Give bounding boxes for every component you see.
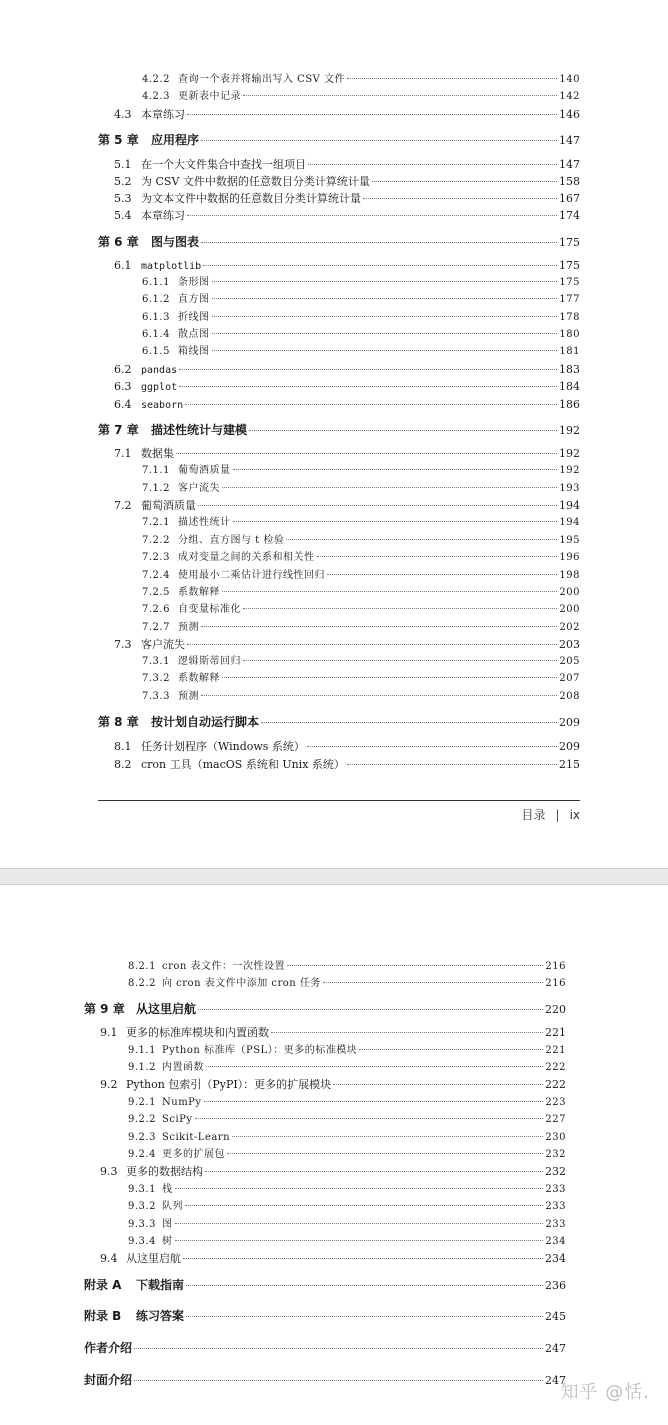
entry-number: 7.2.6 <box>142 604 170 615</box>
toc1-entry[interactable] <box>142 481 580 497</box>
entry-title: 客户流失 <box>141 638 185 651</box>
entry-page-number: 200 <box>559 604 580 615</box>
entry-number: 8.1 <box>114 740 132 753</box>
entry-number: 第 6 章 <box>98 235 139 249</box>
entry-page-number: 247 <box>545 1342 566 1355</box>
entry-title: 直方图 <box>178 294 210 305</box>
footer-rule <box>98 800 580 801</box>
entry-number: 6.1.2 <box>142 294 170 305</box>
dot-leader <box>287 965 543 966</box>
entry-title: 系数解释 <box>178 587 220 598</box>
entry-page-number: 202 <box>559 622 580 633</box>
dot-leader <box>243 608 557 609</box>
entry-title: matplotlib <box>141 261 202 272</box>
entry-number: 4.2.2 <box>142 74 170 85</box>
entry-page-number: 234 <box>545 1252 566 1265</box>
dot-leader <box>134 1348 543 1349</box>
entry-page-number: 193 <box>559 483 580 494</box>
entry-page-number: 220 <box>545 1003 566 1016</box>
entry-page-number: 216 <box>545 978 566 989</box>
dot-leader <box>212 281 558 282</box>
dot-leader <box>185 404 557 405</box>
entry-page-number: 222 <box>545 1078 566 1091</box>
entry-number: 9.1.2 <box>128 1062 156 1073</box>
entry-page-number: 184 <box>559 380 580 393</box>
entry-number: 7.3.3 <box>142 691 170 702</box>
entry-title: 条形图 <box>178 277 210 288</box>
entry-title: Scikit-Learn <box>162 1132 231 1143</box>
toc1-entry[interactable] <box>114 379 580 395</box>
toc2-entry[interactable] <box>84 1340 566 1356</box>
entry-page-number: 227 <box>545 1114 566 1125</box>
toc1-entry[interactable] <box>142 602 580 618</box>
entry-title: 应用程序 <box>151 133 200 147</box>
toc2-entry[interactable] <box>128 1182 566 1198</box>
toc1-entry[interactable] <box>142 671 580 687</box>
dot-leader <box>232 1136 543 1137</box>
entry-number: 第 7 章 <box>98 423 139 437</box>
entry-number: 5.2 <box>114 175 132 188</box>
dot-leader <box>359 1049 543 1050</box>
toc1-entry[interactable] <box>142 310 580 326</box>
entry-page-number: 233 <box>545 1219 566 1230</box>
entry-page-number: 203 <box>559 638 580 651</box>
entry-page-number: 140 <box>559 74 580 85</box>
dot-leader <box>347 78 557 79</box>
entry-title: 图与图表 <box>151 235 200 249</box>
entry-title: 队列 <box>162 1201 183 1212</box>
entry-title: 为 CSV 文件中数据的任意数目分类计算统计量 <box>141 175 370 188</box>
dot-leader <box>187 644 557 645</box>
dot-leader <box>134 1380 543 1381</box>
entry-title: 使用最小二乘估计进行线性回归 <box>178 570 325 581</box>
toc1-entry[interactable] <box>142 327 580 343</box>
entry-page-number: 208 <box>559 691 580 702</box>
entry-number: 9.3.2 <box>128 1201 156 1212</box>
entry-page-number: 181 <box>559 346 580 357</box>
entry-page-number: 247 <box>545 1374 566 1387</box>
entry-title: 图 <box>162 1219 173 1230</box>
entry-number: 9.2.4 <box>128 1149 156 1160</box>
entry-title: 树 <box>162 1236 173 1247</box>
entry-page-number: 192 <box>559 424 580 437</box>
dot-leader <box>201 140 557 141</box>
entry-page-number: 180 <box>559 329 580 340</box>
entry-number: 4.3 <box>114 108 132 121</box>
toc2-entry[interactable] <box>128 1060 566 1076</box>
dot-leader <box>222 591 557 592</box>
dot-leader <box>222 677 557 678</box>
footer-page-number: ix <box>569 808 580 822</box>
entry-number: 9.2.3 <box>128 1132 156 1143</box>
dot-leader <box>201 626 557 627</box>
toc1-entry[interactable] <box>142 689 580 705</box>
dot-leader <box>243 95 557 96</box>
entry-number: 9.3.4 <box>128 1236 156 1247</box>
toc2-entry[interactable] <box>128 1234 566 1250</box>
entry-number: 7.2.1 <box>142 517 170 528</box>
entry-number: 7.2.5 <box>142 587 170 598</box>
entry-title: 查询一个表并将输出写入 CSV 文件 <box>178 74 346 85</box>
entry-title: 从这里启航 <box>136 1002 197 1016</box>
toc2-entry[interactable] <box>84 1277 566 1293</box>
entry-page-number: 223 <box>545 1097 566 1108</box>
entry-number: 7.2 <box>114 499 132 512</box>
toc1-entry[interactable] <box>142 550 580 566</box>
entry-number: 9.4 <box>100 1252 118 1265</box>
dot-leader <box>249 430 557 431</box>
toc2-entry[interactable] <box>128 1217 566 1233</box>
entry-number: 6.4 <box>114 398 132 411</box>
toc2-entry[interactable] <box>128 976 566 992</box>
entry-title: Python 标准库（PSL）：更多的标准模块 <box>162 1045 358 1056</box>
entry-title: NumPy <box>162 1097 202 1108</box>
entry-title: 练习答案 <box>136 1309 185 1323</box>
toc1-entry[interactable] <box>142 585 580 601</box>
entry-number: 9.1.1 <box>128 1045 156 1056</box>
entry-page-number: 192 <box>559 447 580 460</box>
entry-page-number: 146 <box>559 108 580 121</box>
toc1-entry[interactable] <box>114 397 580 413</box>
entry-title: 折线图 <box>178 312 210 323</box>
toc1-entry[interactable] <box>114 446 580 462</box>
toc2-entry[interactable] <box>84 1308 566 1324</box>
entry-title: 更多的标准库模块和内置函数 <box>126 1026 269 1039</box>
entry-page-number: 233 <box>545 1201 566 1212</box>
entry-title: 系数解释 <box>178 673 220 684</box>
dot-leader <box>286 539 557 540</box>
dot-leader <box>212 298 558 299</box>
dot-leader <box>198 1009 543 1010</box>
toc1-entry[interactable] <box>98 422 580 438</box>
dot-leader <box>201 695 557 696</box>
toc1-entry[interactable] <box>142 515 580 531</box>
entry-page-number: 194 <box>559 499 580 512</box>
entry-page-number: 174 <box>559 209 580 222</box>
toc2-entry[interactable] <box>84 1372 566 1388</box>
dot-leader <box>271 1032 543 1033</box>
toc1-entry[interactable] <box>142 620 580 636</box>
dot-leader <box>347 764 557 765</box>
dot-leader <box>372 181 557 182</box>
dot-leader <box>327 574 557 575</box>
entry-number: 6.1.1 <box>142 277 170 288</box>
toc1-entry[interactable] <box>114 498 580 514</box>
dot-leader <box>206 1066 543 1067</box>
toc2-entry[interactable] <box>128 1147 566 1163</box>
dot-leader <box>233 469 558 470</box>
entry-number: 7.1.2 <box>142 483 170 494</box>
entry-page-number: 195 <box>559 535 580 546</box>
dot-leader <box>222 487 557 488</box>
entry-title: 任务计划程序（Windows 系统） <box>141 740 305 753</box>
entry-title: 箱线图 <box>178 346 210 357</box>
toc2-entry[interactable] <box>100 1077 566 1093</box>
toc2-entry[interactable] <box>128 1130 566 1146</box>
toc1-entry[interactable] <box>142 654 580 670</box>
entry-page-number: 230 <box>545 1132 566 1143</box>
entry-title: 更多的扩展包 <box>162 1149 225 1160</box>
dot-leader <box>212 316 558 317</box>
toc1-entry[interactable] <box>142 275 580 291</box>
entry-number: 8.2.1 <box>128 961 156 972</box>
entry-page-number: 216 <box>545 961 566 972</box>
entry-number: 9.2 <box>100 1078 118 1091</box>
entry-title: 预测 <box>178 622 199 633</box>
toc1-entry[interactable] <box>142 89 580 105</box>
entry-number: 9.3.1 <box>128 1184 156 1195</box>
dot-leader <box>363 198 557 199</box>
entry-title: ggplot <box>141 382 178 393</box>
dot-leader <box>185 1205 543 1206</box>
entry-number: 6.2 <box>114 363 132 376</box>
dot-leader <box>261 722 557 723</box>
entry-page-number: 194 <box>559 517 580 528</box>
watermark: 知乎 @恬. <box>560 1382 650 1403</box>
toc1-entry[interactable] <box>114 107 580 123</box>
entry-number: 6.3 <box>114 380 132 393</box>
entry-page-number: 233 <box>545 1184 566 1195</box>
entry-title: 封面介绍 <box>84 1373 133 1387</box>
entry-number: 7.3.1 <box>142 656 170 667</box>
dot-leader <box>317 556 558 557</box>
toc1-entry[interactable] <box>114 174 580 190</box>
toc1-entry[interactable] <box>142 533 580 549</box>
entry-title: 更多的数据结构 <box>126 1165 203 1178</box>
entry-page-number: 209 <box>559 740 580 753</box>
entry-number: 7.2.3 <box>142 552 170 563</box>
toc2-entry[interactable] <box>128 959 566 975</box>
entry-title: 葡萄酒质量 <box>141 499 196 512</box>
entry-number: 7.1.1 <box>142 465 170 476</box>
entry-title: 本章练习 <box>141 108 185 121</box>
dot-leader <box>233 521 558 522</box>
entry-number: 第 5 章 <box>98 133 139 147</box>
entry-number: 8.2 <box>114 758 132 771</box>
entry-title: 客户流失 <box>178 483 220 494</box>
dot-leader <box>243 660 557 661</box>
entry-number: 7.2.2 <box>142 535 170 546</box>
entry-title: seaborn <box>141 400 184 411</box>
entry-number: 8.2.2 <box>128 978 156 989</box>
entry-number: 7.2.4 <box>142 570 170 581</box>
footer-separator: | <box>555 808 560 822</box>
entry-number: 6.1.3 <box>142 312 170 323</box>
toc1-entry[interactable] <box>114 739 580 755</box>
entry-page-number: 232 <box>545 1165 566 1178</box>
entry-page-number: 221 <box>545 1045 566 1056</box>
entry-page-number: 147 <box>559 134 580 147</box>
entry-page-number: 205 <box>559 656 580 667</box>
entry-number: 9.3.3 <box>128 1219 156 1230</box>
entry-number: 9.2.2 <box>128 1114 156 1125</box>
entry-title: cron 表文件：一次性设置 <box>162 961 286 972</box>
toc1-entry[interactable] <box>114 637 580 653</box>
entry-title: 葡萄酒质量 <box>178 465 231 476</box>
dot-leader <box>176 453 557 454</box>
dot-leader <box>179 386 557 387</box>
entry-title: 数据集 <box>141 447 174 460</box>
entry-title: 内置函数 <box>162 1062 204 1073</box>
toc2-entry[interactable] <box>128 1112 566 1128</box>
toc1-entry[interactable] <box>142 568 580 584</box>
entry-number: 附录 A <box>84 1278 122 1292</box>
dot-leader <box>175 1240 544 1241</box>
dot-leader <box>175 1188 544 1189</box>
entry-page-number: 183 <box>559 363 580 376</box>
toc1-entry[interactable] <box>114 208 580 224</box>
entry-page-number: 234 <box>545 1236 566 1247</box>
dot-leader <box>186 1285 543 1286</box>
entry-title: 预测 <box>178 691 199 702</box>
entry-title: 为文本文件中数据的任意数目分类计算统计量 <box>141 192 361 205</box>
entry-page-number: 222 <box>545 1062 566 1073</box>
entry-title: 向 cron 表文件中添加 cron 任务 <box>162 978 321 989</box>
entry-title: 从这里启航 <box>126 1252 181 1265</box>
entry-number: 7.3 <box>114 638 132 651</box>
dot-leader <box>187 114 557 115</box>
toc1-entry[interactable] <box>114 362 580 378</box>
dot-leader <box>333 1084 543 1085</box>
entry-number: 7.3.2 <box>142 673 170 684</box>
dot-leader <box>201 242 557 243</box>
entry-page-number: 209 <box>559 716 580 729</box>
entry-number: 6.1.4 <box>142 329 170 340</box>
entry-number: 5.1 <box>114 158 132 171</box>
toc1-entry[interactable] <box>98 132 580 148</box>
entry-title: 按计划自动运行脚本 <box>151 715 260 729</box>
entry-title: 描述性统计与建模 <box>151 423 248 437</box>
entry-page-number: 221 <box>545 1026 566 1039</box>
entry-page-number: 198 <box>559 570 580 581</box>
entry-number: 5.3 <box>114 192 132 205</box>
entry-title: cron 工具（macOS 系统和 Unix 系统） <box>141 758 345 771</box>
entry-page-number: 158 <box>559 175 580 188</box>
entry-page-number: 178 <box>559 312 580 323</box>
toc1-entry[interactable] <box>142 292 580 308</box>
footer-label: 目录 <box>521 808 546 822</box>
entry-title: 作者介绍 <box>84 1341 133 1355</box>
toc1-entry[interactable] <box>98 234 580 250</box>
dot-leader <box>175 1223 544 1224</box>
entry-number: 7.2.7 <box>142 622 170 633</box>
dot-leader <box>212 333 558 334</box>
toc1-entry[interactable] <box>142 463 580 479</box>
toc1-entry[interactable] <box>142 72 580 88</box>
entry-page-number: 186 <box>559 398 580 411</box>
entry-page-number: 236 <box>545 1279 566 1292</box>
entry-title: 本章练习 <box>141 209 185 222</box>
dot-leader <box>205 1171 543 1172</box>
toc2-entry[interactable] <box>128 1199 566 1215</box>
entry-title: 分组、直方图与 t 检验 <box>178 535 285 546</box>
entry-title: 成对变量之间的关系和相关性 <box>178 552 315 563</box>
entry-page-number: 215 <box>559 758 580 771</box>
dot-leader <box>227 1153 543 1154</box>
entry-number: 第 9 章 <box>84 1002 125 1016</box>
dot-leader <box>308 164 557 165</box>
entry-number: 5.4 <box>114 209 132 222</box>
entry-number: 附录 B <box>84 1309 122 1323</box>
entry-title: 散点图 <box>178 329 210 340</box>
dot-leader <box>307 746 557 747</box>
entry-page-number: 175 <box>559 236 580 249</box>
dot-leader <box>323 982 544 983</box>
toc1-entry[interactable] <box>114 191 580 207</box>
entry-title: 逻辑斯蒂回归 <box>178 656 241 667</box>
toc2-entry[interactable] <box>128 1095 566 1111</box>
toc2-entry[interactable] <box>84 1001 566 1017</box>
entry-page-number: 177 <box>559 294 580 305</box>
entry-page-number: 196 <box>559 552 580 563</box>
entry-number: 6.1 <box>114 259 132 272</box>
entry-page-number: 245 <box>545 1310 566 1323</box>
dot-leader <box>195 1118 544 1119</box>
dot-leader <box>179 369 557 370</box>
entry-page-number: 175 <box>559 277 580 288</box>
toc-page-2 <box>0 884 668 1425</box>
toc2-entry[interactable] <box>100 1025 566 1041</box>
entry-number: 6.1.5 <box>142 346 170 357</box>
entry-page-number: 232 <box>545 1149 566 1160</box>
entry-page-number: 192 <box>559 465 580 476</box>
toc1-entry[interactable] <box>142 344 580 360</box>
entry-page-number: 200 <box>559 587 580 598</box>
entry-number: 9.2.1 <box>128 1097 156 1108</box>
entry-number: 4.2.3 <box>142 91 170 102</box>
dot-leader <box>186 1316 543 1317</box>
entry-page-number: 167 <box>559 192 580 205</box>
entry-page-number: 207 <box>559 673 580 684</box>
toc2-entry[interactable] <box>100 1251 566 1267</box>
toc1-entry[interactable] <box>114 258 580 274</box>
entry-title: Python 包索引（PyPI）：更多的扩展模块 <box>126 1078 332 1091</box>
dot-leader <box>203 265 557 266</box>
toc1-entry[interactable] <box>114 157 580 173</box>
page-footer <box>522 806 581 823</box>
entry-number: 9.1 <box>100 1026 118 1039</box>
toc1-entry[interactable] <box>98 714 580 730</box>
entry-title: 在一个大文件集合中查找一组项目 <box>141 158 306 171</box>
entry-page-number: 147 <box>559 158 580 171</box>
dot-leader <box>183 1258 543 1259</box>
dot-leader <box>187 215 557 216</box>
dot-leader <box>198 505 557 506</box>
entry-number: 第 8 章 <box>98 715 139 729</box>
entry-page-number: 142 <box>559 91 580 102</box>
toc1-entry[interactable] <box>114 757 580 773</box>
entry-title: 下载指南 <box>136 1278 185 1292</box>
entry-page-number: 175 <box>559 259 580 272</box>
dot-leader <box>212 350 558 351</box>
entry-title: 描述性统计 <box>178 517 231 528</box>
entry-title: 自变量标准化 <box>178 604 241 615</box>
entry-title: pandas <box>141 365 178 376</box>
entry-title: 栈 <box>162 1184 173 1195</box>
entry-title: 更新表中记录 <box>178 91 241 102</box>
entry-number: 7.1 <box>114 447 132 460</box>
dot-leader <box>204 1101 544 1102</box>
entry-title: SciPy <box>162 1114 193 1125</box>
toc2-entry[interactable] <box>100 1164 566 1180</box>
toc2-entry[interactable] <box>128 1043 566 1059</box>
entry-number: 9.3 <box>100 1165 118 1178</box>
